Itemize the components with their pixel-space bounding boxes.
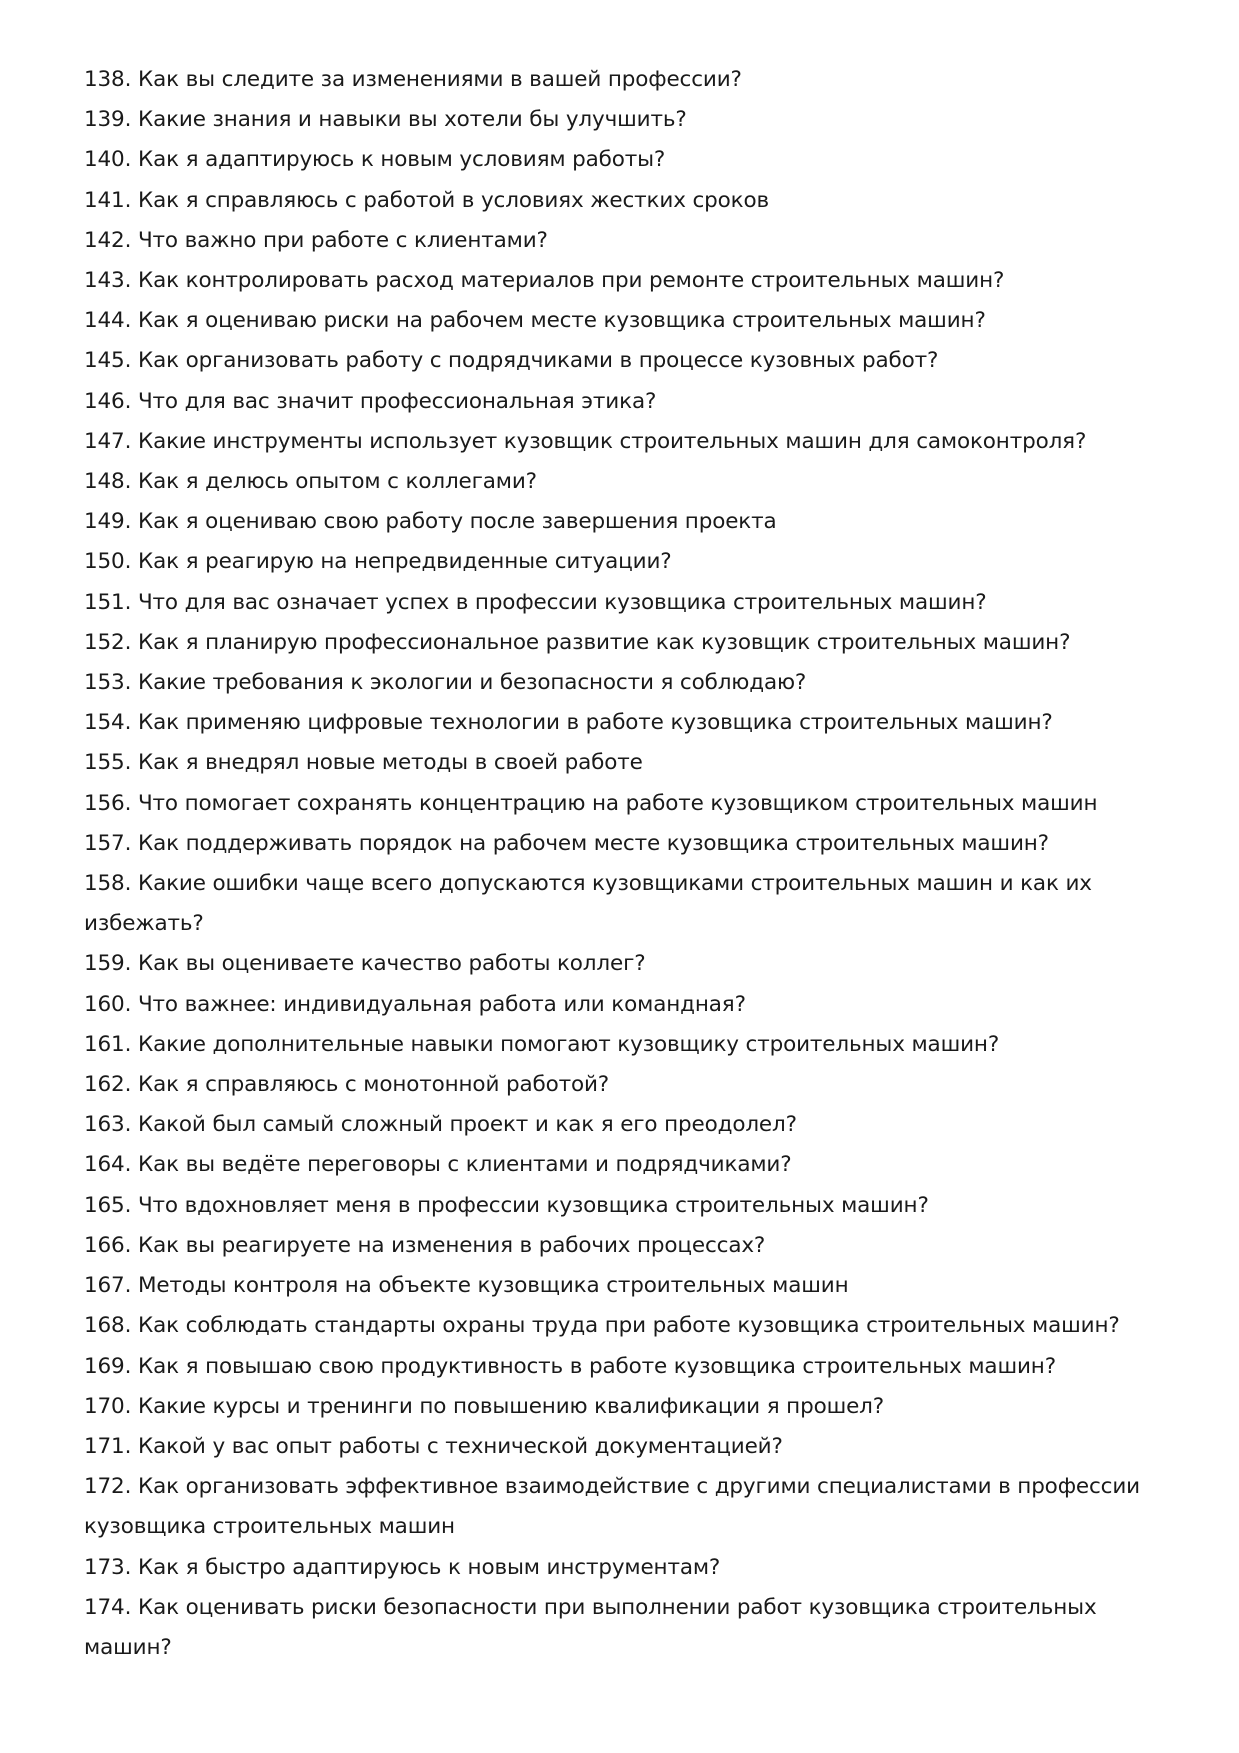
- question-item: 173. Как я быстро адаптируюсь к новым инструментам?: [84, 1554, 721, 1580]
- question-item: 145. Как организовать работу с подрядчиками в процессе кузовных работ?: [84, 348, 939, 374]
- question-item: 149. Как я оцениваю свою работу после завершения проекта: [84, 509, 777, 535]
- question-item: 142. Что важно при работе с клиентами?: [84, 227, 548, 253]
- question-list: [84, 60, 1174, 1668]
- question-item: 150. Как я реагирую на непредвиденные ситуации?: [84, 549, 672, 575]
- question-item: 162. Как я справляюсь с монотонной работой?: [84, 1072, 610, 1098]
- question-item: 146. Что для вас значит профессиональная этика?: [84, 388, 657, 414]
- question-item: 140. Как я адаптируюсь к новым условиям работы?: [84, 147, 666, 173]
- question-item: 172. Как организовать эффективное взаимодействие с другими специалистами в профессии кузовщика строительных машин: [84, 1474, 1140, 1540]
- question-item: 171. Какой у вас опыт работы с технической документацией?: [84, 1433, 783, 1459]
- question-item: 156. Что помогает сохранять концентрацию на работе кузовщиком строительных машин: [84, 790, 1098, 816]
- question-item: 168. Как соблюдать стандарты охраны труда при работе кузовщика строительных машин?: [84, 1313, 1120, 1339]
- question-item: 139. Какие знания и навыки вы хотели бы улучшить?: [84, 107, 687, 133]
- question-item: 167. Методы контроля на объекте кузовщика строительных машин: [84, 1273, 849, 1299]
- question-item: 147. Какие инструменты использует кузовщик строительных машин для самоконтроля?: [84, 428, 1087, 454]
- question-item: 165. Что вдохновляет меня в профессии кузовщика строительных машин?: [84, 1192, 929, 1218]
- question-item: 157. Как поддерживать порядок на рабочем месте кузовщика строительных машин?: [84, 830, 1049, 856]
- question-item: 160. Что важнее: индивидуальная работа или командная?: [84, 991, 746, 1017]
- question-item: 161. Какие дополнительные навыки помогают кузовщику строительных машин?: [84, 1031, 1000, 1057]
- question-item: 164. Как вы ведёте переговоры с клиентами и подрядчиками?: [84, 1152, 792, 1178]
- question-item: 144. Как я оцениваю риски на рабочем месте кузовщика строительных машин?: [84, 308, 986, 334]
- question-item: 141. Как я справляюсь с работой в условиях жестких сроков: [84, 187, 770, 213]
- question-item: 170. Какие курсы и тренинги по повышению квалификации я прошел?: [84, 1393, 885, 1419]
- question-item: 154. Как применяю цифровые технологии в работе кузовщика строительных машин?: [84, 710, 1053, 736]
- question-item: 159. Как вы оцениваете качество работы коллег?: [84, 951, 646, 977]
- question-item: 153. Какие требования к экологии и безопасности я соблюдаю?: [84, 670, 807, 696]
- question-item: 174. Как оценивать риски безопасности при выполнении работ кузовщика строительных машин?: [84, 1594, 1097, 1660]
- question-item: 169. Как я повышаю свою продуктивность в работе кузовщика строительных машин?: [84, 1353, 1056, 1379]
- question-item: 143. Как контролировать расход материалов при ремонте строительных машин?: [84, 268, 1005, 294]
- question-item: 148. Как я делюсь опытом с коллегами?: [84, 469, 537, 495]
- question-item: 155. Как я внедрял новые методы в своей работе: [84, 750, 643, 776]
- question-item: 163. Какой был самый сложный проект и как я его преодолел?: [84, 1112, 797, 1138]
- question-item: 138. Как вы следите за изменениями в вашей профессии?: [84, 67, 742, 92]
- question-item: 151. Что для вас означает успех в профессии кузовщика строительных машин?: [84, 589, 987, 615]
- question-item: 152. Как я планирую профессиональное развитие как кузовщик строительных машин?: [84, 629, 1071, 655]
- question-item: 166. Как вы реагируете на изменения в рабочих процессах?: [84, 1232, 766, 1258]
- question-item: 158. Какие ошибки чаще всего допускаются кузовщиками строительных машин и как их избежать?: [84, 871, 1092, 937]
